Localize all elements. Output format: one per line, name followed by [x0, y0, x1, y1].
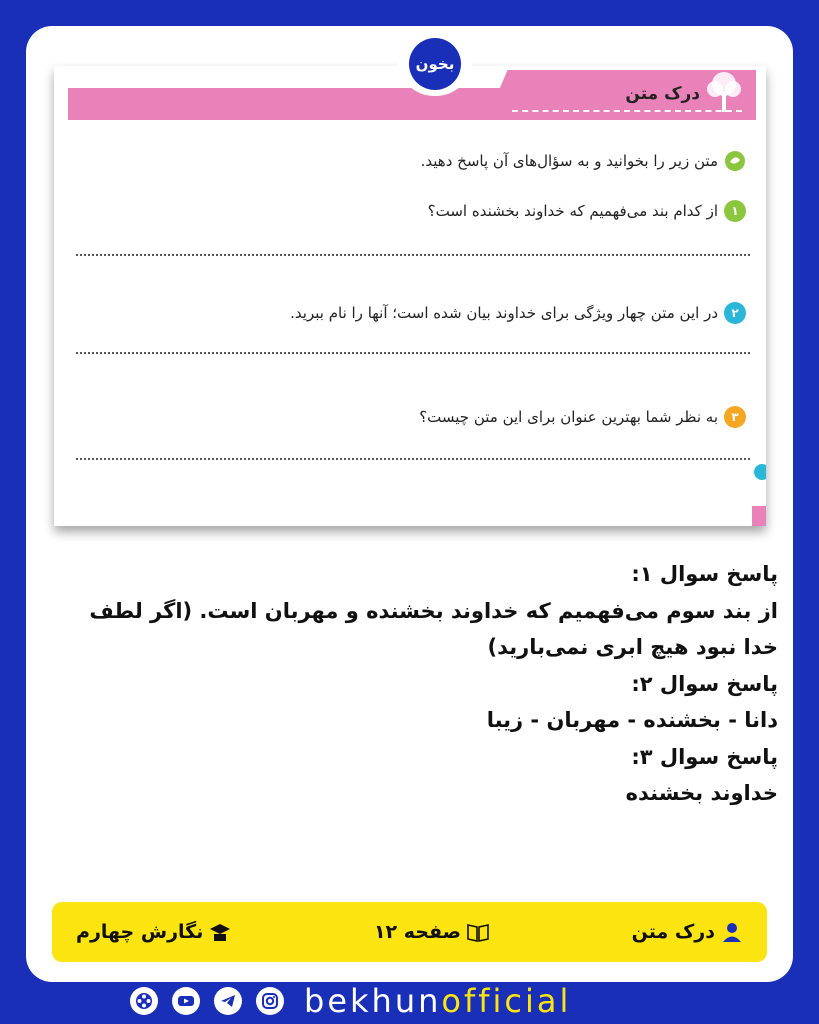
answer-3-title: پاسخ سوال ۳:: [631, 744, 778, 769]
answer-1-title: پاسخ سوال ۱:: [631, 562, 778, 586]
answer-line-1: [76, 254, 750, 256]
answer-3-text: خداوند بخشنده: [625, 781, 778, 805]
footer-page-label: صفحه ۱۲: [373, 921, 462, 943]
footer-book-label: نگارش چهارم: [76, 921, 204, 943]
logo-text: بخون: [409, 38, 461, 90]
graduation-cap-icon: [209, 921, 231, 943]
answer-2-title: پاسخ سوال ۲:: [631, 671, 778, 696]
brand-handle[interactable]: [304, 982, 571, 1020]
leaf-icon: [724, 150, 746, 172]
answer-line-2: [76, 352, 750, 354]
answer-1-text: از بند سوم می‌فهمیم که خداوند بخشنده و مهربان است. (اگر لطف خدا نبود هیچ ابری نمی‌بارید): [89, 598, 778, 659]
answers-section: [66, 556, 778, 812]
content-card: [26, 26, 793, 982]
student-icon: [721, 921, 743, 943]
instruction: [421, 150, 746, 172]
tree-icon: [704, 70, 744, 114]
answer-2-text: دانا - بخشنده - مهربان - زیبا: [486, 708, 778, 732]
answer-line-3: [76, 458, 750, 460]
question-1-text: از کدام بند می‌فهمیم که خداوند بخشنده است؟: [427, 202, 718, 220]
footer-topic: [632, 921, 743, 943]
aparat-icon[interactable]: [130, 987, 158, 1015]
page-corner-decoration: [752, 462, 766, 526]
instagram-icon[interactable]: [256, 987, 284, 1015]
brand-part-1: bekhun: [304, 982, 442, 1020]
footer-topic-label: درک متن: [631, 921, 715, 943]
footer-book: [76, 921, 231, 943]
question-3-badge: ۳: [724, 406, 746, 428]
youtube-icon[interactable]: [172, 987, 200, 1015]
question-1-badge: ۱: [724, 200, 746, 222]
question-2-badge: ۲: [724, 302, 746, 324]
telegram-icon[interactable]: [214, 987, 242, 1015]
footer-page: [374, 921, 489, 943]
question-3-text: به نظر شما بهترین عنوان برای این متن چیست؟: [419, 408, 718, 426]
brand-part-2: official: [441, 982, 572, 1020]
footer-bar: [52, 902, 767, 962]
instruction-text: متن زیر را بخوانید و به سؤال‌های آن پاسخ دهید.: [420, 152, 718, 170]
book-icon: [467, 921, 489, 943]
question-2: [290, 302, 746, 324]
section-title: درک متن: [625, 84, 700, 104]
question-3: [419, 406, 746, 428]
question-1: [428, 200, 746, 222]
question-2-text: در این متن چهار ویژگی برای خداوند بیان شده است؛ آنها را نام ببرید.: [290, 304, 718, 322]
social-bar: [130, 982, 571, 1020]
textbook-page: [54, 66, 766, 526]
